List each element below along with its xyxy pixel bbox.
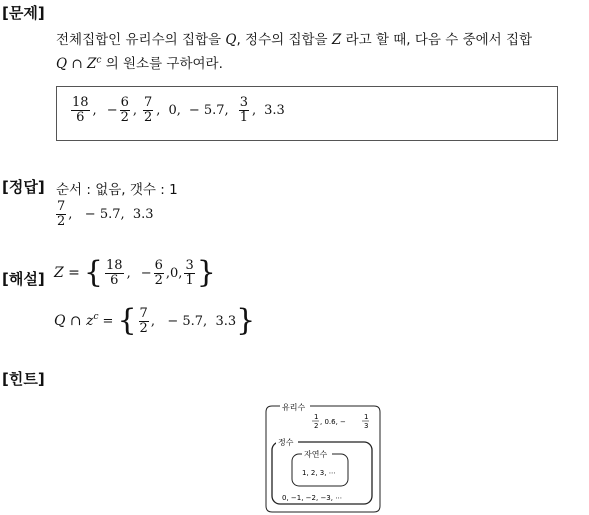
rational-frac2-num: 1	[364, 413, 369, 421]
solution-q-sup: c	[93, 312, 99, 322]
problem-line-2	[56, 52, 223, 72]
natural-items: 1, 2, 3, ⋯	[302, 469, 336, 477]
choice-6-num: 3	[239, 95, 248, 110]
solution-z-mid: ,0,	[165, 265, 183, 281]
problem-text-d: 의 원소를 구하여라.	[105, 56, 223, 72]
problem-text-b: , 정수의 집합을	[236, 32, 328, 48]
choices-box	[56, 86, 558, 141]
answer-frac	[56, 200, 66, 229]
solution-z-frac-b-den: 2	[154, 272, 163, 288]
solution-q-rest: , − 5.7, 3.3	[150, 313, 237, 329]
solution-z-comma-1: ,	[126, 265, 131, 281]
rational-frac2-den: 3	[364, 422, 369, 430]
solution-q-frac-num: 7	[139, 305, 148, 321]
rational-frac1-den: 2	[314, 422, 319, 430]
solution-q-lbrace: {	[117, 303, 137, 338]
integer-items: 0, −1, −2, −3, ⋯	[282, 494, 343, 502]
choice-5: − 5.7,	[188, 103, 229, 118]
solution-q-frac	[139, 307, 149, 336]
choice-2	[120, 96, 130, 125]
solution-label: [해설]	[2, 270, 45, 288]
solution-z-frac-a	[105, 259, 124, 288]
choice-6-den: 1	[239, 110, 248, 125]
integer-label: 정수	[278, 438, 294, 447]
solution-q-lhs: Q ∩ z	[54, 313, 94, 329]
problem-set-expr: Q ∩ Z	[56, 56, 97, 72]
choices-row	[69, 96, 285, 125]
choice-2-sep: ,	[132, 103, 138, 118]
answer-order-line: 순서 : 없음, 갯수 : 1	[56, 182, 178, 198]
solution-z-frac-c-den: 1	[185, 272, 194, 288]
answer-frac-num: 7	[57, 199, 66, 214]
solution-z-frac-c	[184, 259, 194, 288]
rational-frac1-num: 1	[314, 413, 319, 421]
solution-z-rbrace: }	[196, 255, 216, 290]
hint-label: [힌트]	[2, 370, 45, 388]
choice-1-den: 6	[76, 110, 85, 125]
choice-2-sign: −	[106, 103, 118, 118]
problem-var-q: Q	[225, 32, 237, 48]
choice-2-den: 2	[120, 110, 129, 125]
choice-1-num: 18	[72, 95, 89, 110]
answer-values	[54, 200, 154, 229]
solution-z-line	[54, 255, 216, 290]
venn-diagram	[262, 402, 384, 514]
rational-mid: , 0.6, −	[320, 418, 346, 426]
answer-rest: , − 5.7, 3.3	[68, 207, 154, 222]
choice-3-den: 2	[144, 110, 153, 125]
choice-1-sep: ,	[92, 103, 97, 118]
problem-line-1	[56, 28, 532, 48]
solution-z-lbrace: {	[83, 255, 104, 290]
natural-label: 자연수	[304, 450, 328, 459]
solution-z-frac-c-num: 3	[185, 257, 194, 273]
solution-q-rbrace: }	[236, 303, 256, 338]
choice-1	[71, 96, 90, 125]
problem-var-z: Z	[331, 32, 342, 48]
choice-7: 3.3	[264, 103, 285, 118]
solution-q-frac-den: 2	[139, 320, 148, 336]
solution-z-sign: −	[140, 265, 152, 281]
answer-label: [정답]	[2, 178, 45, 196]
problem-text-c: 라고 할 때, 다음 수 중에서 집합	[345, 32, 533, 48]
choice-6	[239, 96, 249, 125]
solution-z-frac-a-den: 6	[110, 272, 119, 288]
choice-2-num: 6	[120, 95, 129, 110]
solution-q-line	[54, 303, 256, 338]
solution-z-lhs: Z =	[54, 265, 80, 281]
solution-q-eq: =	[102, 313, 114, 329]
rational-label: 유리수	[282, 403, 306, 412]
choice-3-num: 7	[144, 95, 153, 110]
solution-z-frac-b	[154, 259, 164, 288]
solution-z-frac-b-num: 6	[154, 257, 163, 273]
choice-6-sep: ,	[251, 103, 257, 118]
choice-3-sep: ,	[156, 103, 161, 118]
choice-3	[143, 96, 153, 125]
problem-text-a: 전체집합인 유리수의 집합을	[56, 32, 222, 48]
problem-complement-sup: c	[96, 55, 102, 66]
choice-4: 0,	[168, 103, 181, 118]
answer-frac-den: 2	[57, 214, 66, 229]
solution-z-frac-a-num: 18	[106, 257, 123, 273]
problem-label: [문제]	[2, 4, 45, 22]
